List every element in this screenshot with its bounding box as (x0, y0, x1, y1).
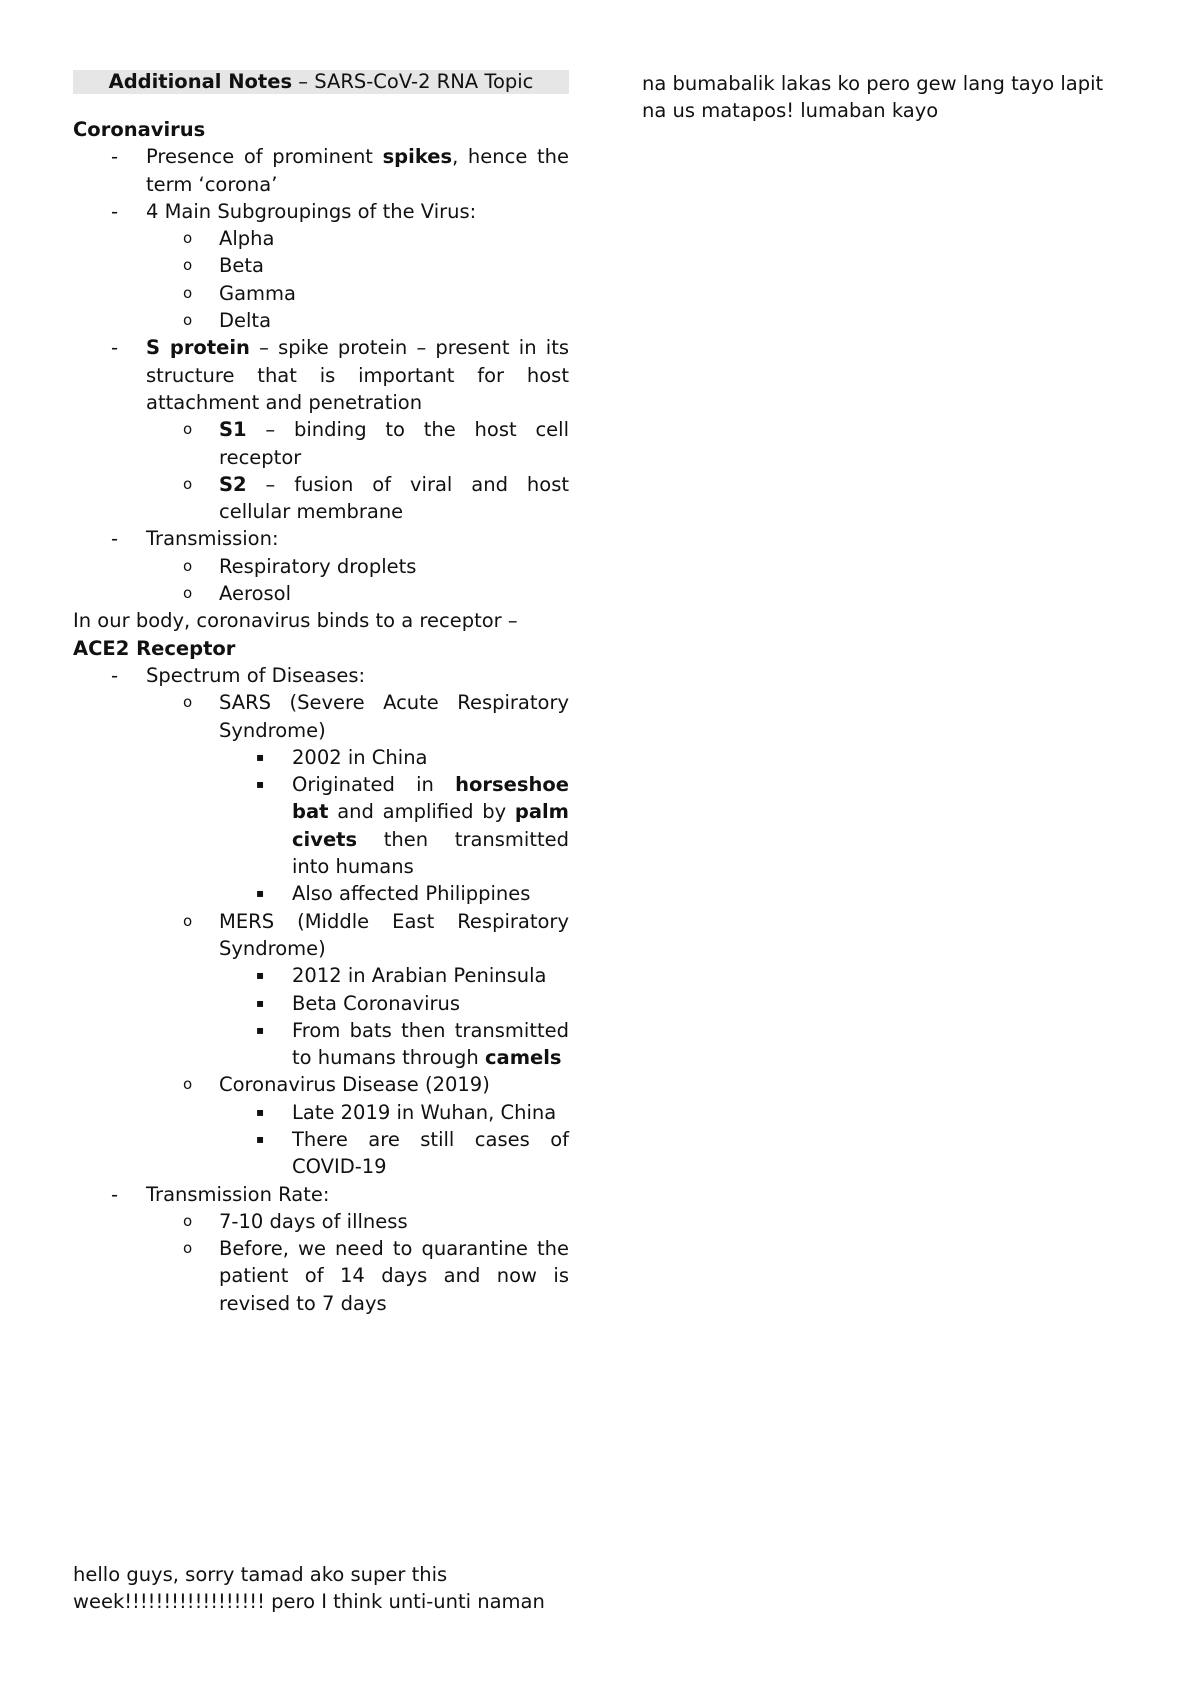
bold-text: S1 (219, 418, 247, 442)
list-item-quarantine (73, 1235, 569, 1317)
dash-marker: - (111, 199, 119, 223)
list-item-beta (73, 252, 569, 279)
list-item-aerosol (73, 580, 569, 607)
coronavirus-list (73, 143, 569, 607)
square-marker: ▪ (256, 1104, 265, 1119)
circle-marker: o (183, 283, 193, 302)
right-line-1: na bumabalik lakas ko pero gew lang tayo lapit (642, 72, 1104, 95)
bold-text: horseshoe bat (292, 773, 569, 824)
list-item-droplets (73, 553, 569, 580)
text: Beta (219, 254, 264, 278)
bold-text: ACE2 Receptor (73, 636, 236, 660)
circle-marker: o (183, 229, 193, 248)
text: – spike protein – present in its structure that is important for host attachment and penetration (146, 336, 569, 414)
footer-line-1: hello guys, sorry tamad ako super this (73, 1563, 448, 1586)
list-item-s2 (73, 471, 569, 526)
diseases-list (73, 662, 569, 1317)
dash-marker: - (111, 527, 119, 551)
bold-text: S2 (219, 472, 247, 496)
text: Spectrum of Diseases: (146, 663, 366, 687)
square-marker: ▪ (256, 777, 265, 792)
text: then transmitted into humans (292, 827, 569, 879)
list-item-mers-beta (73, 990, 569, 1017)
list-item-gamma (73, 280, 569, 307)
list-item-spikes (73, 143, 569, 198)
text: Before, we need to quarantine the patient of 14 days and now is revised to 7 days (219, 1237, 569, 1315)
list-item-sars-2002 (73, 744, 569, 771)
dash-marker: - (111, 336, 119, 360)
bold-text: palm civets (292, 800, 569, 851)
text: Respiratory droplets (219, 554, 417, 578)
footer-note (73, 1561, 593, 1616)
text: Originated in (292, 773, 456, 797)
square-marker: ▪ (256, 886, 265, 901)
bold-text: spikes (382, 145, 453, 169)
circle-marker: o (183, 556, 193, 575)
text: MERS (Middle East Respiratory Syndrome) (219, 909, 569, 960)
list-item-subgroupings (73, 198, 569, 225)
list-item-covid-wuhan (73, 1099, 569, 1126)
dash-marker: - (111, 145, 119, 169)
circle-marker: o (183, 584, 193, 603)
list-item-covid-cases (73, 1126, 569, 1181)
text: Delta (219, 309, 272, 333)
header-rest: – SARS-CoV-2 RNA Topic (292, 70, 534, 93)
list-item-sars-origin (73, 771, 569, 880)
dash-marker: - (111, 1182, 119, 1206)
text: In our body, coronavirus binds to a receptor – (73, 609, 518, 633)
square-marker: ▪ (256, 749, 265, 764)
text: Also affected Philippines (292, 882, 531, 906)
right-line-2: na us matapos! lumaban kayo (642, 99, 939, 123)
bold-text: S protein (146, 336, 250, 360)
text: 7-10 days of illness (219, 1209, 408, 1233)
text: 2002 in China (292, 745, 428, 769)
list-item-transmission-rate (73, 1181, 569, 1208)
text: Alpha (219, 227, 275, 251)
left-column (73, 70, 569, 1317)
document-header (73, 70, 569, 94)
text: Transmission: (146, 527, 279, 551)
header-bold: Additional Notes (108, 70, 293, 93)
text: Presence of prominent (146, 145, 383, 169)
circle-marker: o (183, 311, 193, 330)
text: Late 2019 in Wuhan, China (292, 1100, 557, 1124)
list-item-s1 (73, 416, 569, 471)
text: – binding to the host cell receptor (219, 418, 569, 469)
list-item-mers-camels (73, 1017, 569, 1072)
text: SARS (Severe Acute Respiratory Syndrome) (219, 691, 569, 742)
list-item-transmission (73, 525, 569, 552)
text: , hence the term ‘corona’ (146, 145, 569, 196)
list-item-mers (73, 908, 569, 963)
square-marker: ▪ (256, 995, 265, 1010)
square-marker: ▪ (256, 968, 265, 983)
text: 2012 in Arabian Peninsula (292, 964, 547, 988)
text: Transmission Rate: (146, 1182, 330, 1206)
circle-marker: o (183, 911, 193, 930)
text: Beta Coronavirus (292, 991, 461, 1015)
text: and amplified by (328, 800, 515, 824)
list-item-mers-2012 (73, 962, 569, 989)
list-item-illness-days (73, 1208, 569, 1235)
square-marker: ▪ (256, 1131, 265, 1146)
text: – fusion of viral and host cellular membrane (219, 472, 569, 524)
list-item-spectrum (73, 662, 569, 689)
text: From bats then transmitted to humans through (292, 1018, 569, 1070)
bold-text: camels (484, 1046, 562, 1070)
circle-marker: o (183, 256, 193, 275)
text: 4 Main Subgroupings of the Virus: (146, 199, 477, 223)
text: Gamma (219, 281, 297, 305)
list-item-sars (73, 689, 569, 744)
square-marker: ▪ (256, 1022, 265, 1037)
circle-marker: o (183, 420, 193, 439)
list-item-covid (73, 1071, 569, 1098)
footer-line-2: week!!!!!!!!!!!!!!!!!! pero I think unti-unti naman (73, 1590, 545, 1614)
text: Aerosol (219, 582, 292, 606)
circle-marker: o (183, 1239, 193, 1258)
list-item-alpha (73, 225, 569, 252)
dash-marker: - (111, 663, 119, 687)
circle-marker: o (183, 693, 193, 712)
ace2-paragraph (73, 607, 569, 662)
list-item-s-protein (73, 334, 569, 416)
text: Coronavirus Disease (2019) (219, 1073, 490, 1097)
circle-marker: o (183, 1211, 193, 1230)
circle-marker: o (183, 474, 193, 493)
right-column (642, 70, 1162, 125)
section-title: Coronavirus (73, 118, 206, 141)
list-item-sars-philippines (73, 880, 569, 907)
text: There are still cases of COVID-19 (292, 1127, 569, 1179)
circle-marker: o (183, 1075, 193, 1094)
list-item-delta (73, 307, 569, 334)
